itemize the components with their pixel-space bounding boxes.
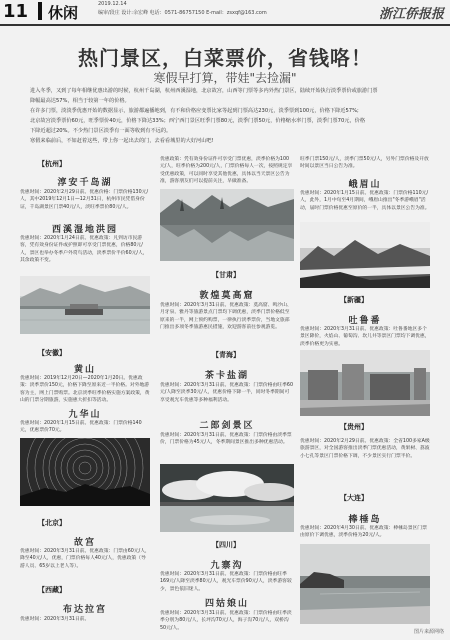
spot-title-xixi: 西溪湿地洪园 bbox=[51, 225, 118, 235]
issue-date: 2019.12.14 bbox=[98, 1, 127, 7]
region-label-guizhou: 【贵州】 bbox=[340, 423, 368, 431]
spot-title-tulufan: 吐鲁番 bbox=[348, 316, 382, 326]
region-label-dalian: 【大连】 bbox=[340, 494, 368, 502]
spot-text-gugong: 优惠时间：2020年3月31日前。优惠政策：门票由60元/人，降至40元/人，优惠，门票价格每人40元/人，优惠政策（导游人员、65岁以上老人等）。 bbox=[20, 549, 150, 569]
spot-title-potala: 布达拉宫 bbox=[62, 605, 107, 615]
photo-star-trails bbox=[20, 438, 150, 506]
spot-text-jiuhuashan: 优惠时间：2020年1月15日前。优惠政策：门票价格140元，优惠票价70元。 bbox=[20, 421, 142, 434]
spot-title-chaka: 茶卡盐湖 bbox=[204, 371, 249, 381]
page-number: 11 bbox=[3, 1, 29, 22]
intro-line: 在许多门票，淡淡季优惠开始的数据显示，旅游都遍播地到，有不和价格应变票比家等起到门票高达230元，淡季票到100元，价格下降近57%; bbox=[30, 108, 359, 114]
photo-seaside-island bbox=[300, 544, 430, 624]
region-label-qinghai: 【青海】 bbox=[212, 351, 240, 359]
region-label-anhui: 【安徽】 bbox=[38, 349, 66, 357]
spot-text-guizhou: 优惠时间：2020年2月29日前。优惠政策：全省100多家A级旅游景区，对全国游客推出淡季门票优惠活动，黄果树、荔波小七孔等景区门票价格下调，不少景区实行门票半价。 bbox=[300, 439, 430, 459]
region-label-xizang: 【西藏】 bbox=[38, 586, 66, 594]
intro-line: 进入冬季，又到了每年相继优惠出游的时候，杭州千岛湖，杭州西溪湿地，北京故宫，山西等门票等多内外热门景区，陆续开始执行淡季票价或旅游门票 bbox=[30, 88, 378, 94]
header-divider bbox=[38, 2, 42, 20]
spot-text-xixi: 优惠时间：2020年1月24日前。优惠政策：凡到访市民游客，凭有效身份证件或护照即可享受门票优惠，价格80元/人，景区也举办冬季户外赏鸟活动，淡季票价半价60元/人，其余政策不变。 bbox=[20, 236, 148, 264]
article-subtitle: 寒假早打算，带娃"去捡漏" bbox=[153, 71, 297, 85]
region-label-xinjiang: 【新疆】 bbox=[340, 296, 368, 304]
photo-credit: 图片来源网络 bbox=[413, 629, 444, 635]
right-intro-text: 旺季门票150元/人，淡季门票50元/人，另外门票价格及开放时间以景区当日公告为准。 bbox=[300, 157, 429, 170]
spot-title-erlangjian: 二郎剑景区 bbox=[199, 421, 255, 431]
spot-title-jiuhuashan: 九华山 bbox=[68, 410, 102, 420]
spot-text-mogao: 优惠时间：2020年3月31日前。优惠政策：莫高窟、鸣沙山、月牙泉、雅丹等旅游景点门票均下调优惠，淡季门票价格低至原来的一半，网上预约购票，一律执行淡季票价，当地文旅部门推出多项冬季旅游惠民措施，欢迎游客前往参观游览。 bbox=[160, 303, 292, 331]
intro-line: 降幅最高达57%，相当于较第一年的价格。 bbox=[30, 98, 130, 104]
spot-text-emeishan: 优惠时间：2020年1月15日前。优惠政策：门票价格110元/人，此外，1月中旬至4月期间，峨眉山推出"冬季游峨眉"活动，届时门票价格优惠至原价的一半，具体以景区公告为准。 bbox=[300, 191, 430, 211]
photo-snow-lake bbox=[160, 189, 294, 261]
spot-text-qiandaohu: 优惠时间：2020年2月29日前。优惠价格：门票价格130元/人，其中2019年12月1日—12月31日，杭州市民凭借身份证，千岛湖景区门票40元/人，淡旺季票价80元/人。 bbox=[20, 190, 149, 210]
spot-text-bangchuidao: 优惠时间：2020年4月30日前。优惠政策：棒棰岛景区门票由原价下调优惠，淡季价格为20元/人。 bbox=[300, 526, 427, 539]
intro-line: 北京故宫淡季票价60元，旺季票价40元，价格下降达33%；西宁西门景区旺季门票80元，淡季门票50元，价格缩水率门票，淡季门票70元，价格 bbox=[30, 118, 366, 124]
middle-intro-text: 优惠政策：凭有效身份证件可享受门票优惠，淡季价格为100元/人，旺季价格为200元/人，门票价格每人一次，按照规定享受优惠政策，可以同时享受其他优惠，具体以当天景区公告为准，游客朋友们可以提前关注，早做准备。 bbox=[160, 157, 293, 185]
photo-mountain-sea-of-clouds bbox=[300, 222, 430, 288]
spot-text-tulufan: 优惠时间：2020年3月31日前。优惠政策：吐鲁番地区多个景区降价，火焰山、葡萄沟、坎儿井等景区门票均下调优惠，淡季价格更为实惠。 bbox=[300, 327, 430, 347]
spot-text-erlangjian: 优惠时间：2020年3月31日前。优惠政策：门票价格由淡季票价，门票价格为45元/人，冬季期间景区推出多种优惠活动。 bbox=[160, 433, 292, 446]
article-title: 热门景区，白菜票价，省钱咯！ bbox=[78, 46, 372, 70]
spot-title-gugong: 故宫 bbox=[73, 538, 96, 548]
spot-title-siguniang: 四姑娘山 bbox=[204, 599, 249, 609]
editor-credits: 编审/段庄 设计:余宏峰 电话：0571-86757150 E-mail：zsxqf@163.com bbox=[98, 10, 267, 16]
spot-text-siguniang: 优惠时间：2020年3月31日前。优惠政策：门票价格由旺季淡季分别为80元/人，长坪沟70元/人，海子沟70元/人，双桥沟50元/人。 bbox=[160, 611, 292, 631]
section-title: 休闲 bbox=[48, 4, 79, 22]
photo-xinjiang-town bbox=[300, 350, 430, 416]
spot-title-qiandaohu: 淳安千岛湖 bbox=[57, 178, 113, 188]
intro-line: 下降近超过20%。不少热门景区淡季有一面等收到有不远的。 bbox=[30, 128, 172, 134]
spot-title-bangchuidao: 棒棰岛 bbox=[348, 515, 382, 525]
region-label-sichuan: 【四川】 bbox=[212, 541, 240, 549]
spot-text-huangshan: 优惠时间：2019年12月20日—2020年1月20日。优惠政策：淡季票价150元，价格下降至原来近一半价格。对外地游客为主，网上门票购票。北京淡季旺季价格实施方案政策，黄山的门票分期旅游，实施惠大折扣等活动。 bbox=[20, 376, 150, 404]
newspaper-logo: 浙江侨报报 bbox=[378, 7, 444, 22]
spot-text-potala: 优惠时间：2020年3月31日前。 bbox=[20, 617, 90, 622]
spot-text-chaka: 优惠时间：2020年3月31日前。优惠政策：门票价格由旺季60元/人降至淡季30元/人，优惠价格下降一半，同时冬季期间可享受观光车优惠等多种福利活动。 bbox=[160, 383, 294, 403]
spot-title-mogao: 敦煌莫高窟 bbox=[199, 291, 255, 301]
spot-title-jiuzhaigou: 九寨沟 bbox=[210, 561, 244, 571]
region-label-beijing: 【北京】 bbox=[38, 519, 66, 527]
photo-west-lake bbox=[20, 276, 150, 334]
spot-text-jiuzhaigou: 优惠时间：2020年3月31日前。优惠政策：门票价格由旺季169元/人降至淡季80元/人，观光车票价90元/人，淡季游客较少，景色依旧迷人。 bbox=[160, 572, 292, 592]
region-label-gansu: 【甘肃】 bbox=[212, 271, 240, 279]
intro-line: 寒假来临前后，不如赶着这些，带上你一起出去的门，去看看城里的大好河山吧! bbox=[30, 138, 214, 144]
spot-title-huangshan: 黄山 bbox=[73, 365, 96, 375]
spot-title-emeishan: 峨眉山 bbox=[348, 180, 382, 190]
photo-clouds-lake bbox=[160, 464, 294, 532]
region-label-hangzhou: 【杭州】 bbox=[38, 160, 66, 168]
